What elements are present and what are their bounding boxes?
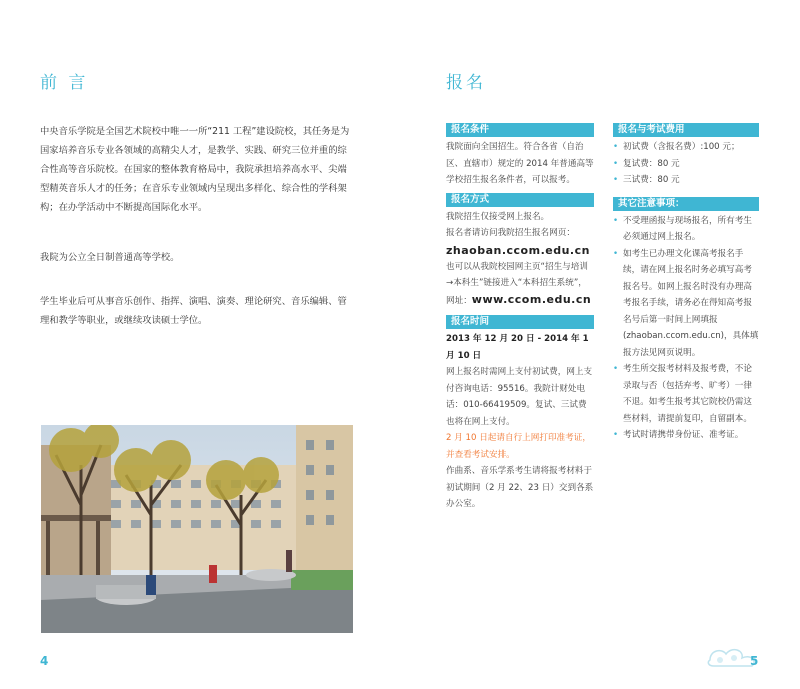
time-heading: 报名时间 (446, 315, 594, 329)
intro-paragraph-2: 我院为公立全日制普通高等学校。 (40, 252, 180, 263)
fee-item: • 初试费（含报名费）:100 元； (613, 139, 759, 156)
intro-paragraph-1: 中央音乐学院是全国艺术院校中唯一一所“211 工程”建设院校，其任务是为国家培养音乐专业各领域的高精尖人才，是教学、实践、研究三位并重的综合性高等音乐院校。在国家的整体教育格局中，我院承担培养高水平、尖端型精英音乐人才的任务；在音乐专业领域内呈现出多样化、综合性的学科架构；在办学活动中不断提高国际化水平。 (40, 126, 350, 213)
fee-item: • 复试费：80 元 (613, 156, 759, 173)
fee-item: • 三试费：80 元 (613, 172, 759, 189)
conditions-text: 我院面向全国招生。符合各省（自治区、直辖市）规定的 2014 年普通高等学校招生报名条件者，可以报考。 (446, 142, 594, 185)
campus-photo (41, 425, 353, 633)
left-page-title: 前 言 (40, 73, 89, 93)
admission-ticket-note: 2 月 10 日起请自行上网打印准考证，并查看考试安排。 (446, 433, 591, 460)
registration-url: zhaoban.ccom.edu.cn (446, 243, 590, 257)
decorative-logo (706, 644, 772, 670)
registration-column (446, 123, 594, 513)
note-item: • 不受理函报与现场报名，所有考生必须通过网上报名。 (613, 213, 759, 246)
notes-heading: 其它注意事项： (613, 197, 759, 211)
page-number-right: 5 (750, 654, 759, 668)
right-page-title: 报名 (446, 73, 486, 93)
note-item: • 如考生已办理文化课高考报名手续，请在网上报名时务必填写高考报名号。如网上报名时没有办理高考报名手续，请务必在得知高考报名号后第一时间上网填报(zhaoban.ccom.edu.cn)，具体填报方法见网页说明。 (613, 246, 759, 362)
method-line3 (446, 259, 594, 310)
intro-paragraph-3: 学生毕业后可从事音乐创作、指挥、演唱、演奏、理论研究、音乐编辑、管理和教学等职业，或继续攻读硕士学位。 (40, 296, 347, 326)
method-line2: 报名者请访问我院招生报名网页： (446, 228, 575, 238)
conditions-heading: 报名条件 (446, 123, 594, 137)
time-text: 网上报名时需网上支付初试费，网上支付咨询电话：95516。我院计财处电话：010-66419509。复试、三试费也将在网上支付。 (446, 367, 593, 427)
materials-note: 作曲系、音乐学系考生请将报考材料于初试期间（2 月 22、23 日）交到各系办公室。 (446, 466, 594, 509)
campus-url: www.ccom.edu.cn (471, 292, 592, 306)
registration-dates: 2013 年 12 月 20 日 - 2014 年 1 月 10 日 (446, 334, 589, 361)
fees-column (613, 123, 759, 444)
note-item: • 考试时请携带身份证、准考证。 (613, 427, 759, 444)
method-line3-text: 也可以从我院校园网主页“招生与培训→本科生”链接进入“本科招生系统”，网址： (446, 261, 588, 306)
method-line1: 我院招生仅接受网上报名。 (446, 211, 550, 222)
note-item: • 考生所交报考材料及报考费，不论录取与否（包括弃考、旷考）一律不退。如考生报考其它院校仍需这些材料，请提前复印，自留副本。 (613, 361, 759, 427)
method-heading: 报名方式 (446, 193, 594, 207)
page-number-left: 4 (40, 654, 49, 668)
fees-heading: 报名与考试费用 (613, 123, 759, 137)
